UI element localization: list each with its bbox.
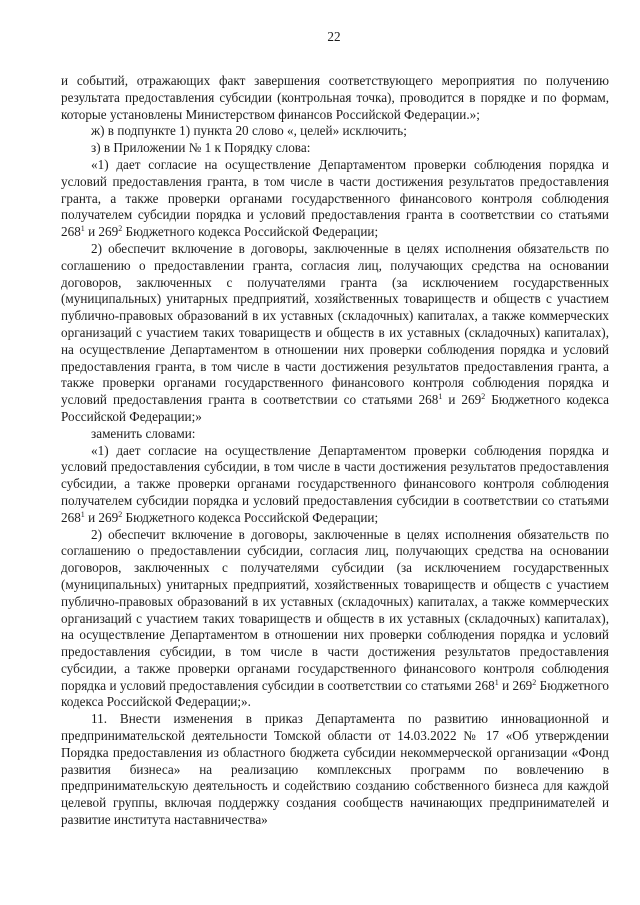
- paragraph-text: 11. Внести изменения в приказ Департамента по развитию инновационной и предпринимательской деятельности Томской области от 14.03.2022 № 17 «Об утверждении Порядка предоставления из областного бюджета субсидии некоммерческой организации «Фонд развития бизнеса» на реализацию комплексных программ по вовлечению в предпринимательскую деятельность и содействию созданию собственного бизнеса для каждой целевой группы, включая поддержку создания сообществ начинающих предпринимателей и развитие института наставничества»: [61, 711, 609, 828]
- paragraph-text: и 269: [84, 509, 119, 525]
- paragraph-text: Бюджетного кодекса Российской Федерации;»: [61, 392, 609, 424]
- paragraph-text: «1) дает согласие на осуществление Департаментом проверки соблюдения порядка и условий предоставления субсидии, в том числе в части достижения результатов предоставления субсидии, а также проверки органами государственного финансового контроля соблюдения получателем субсидии порядка и условий предоставления субсидии в соответствии со статьями 268: [61, 442, 609, 525]
- paragraph: [61, 426, 609, 443]
- superscript: 2: [118, 224, 123, 234]
- superscript: 1: [80, 509, 85, 519]
- paragraph-text: 2) обеспечит включение в договоры, заключенные в целях исполнения обязательств по соглашению о предоставлении субсидии, согласия лиц, получающих средства на основании договоров, заключенных с получателями субсидии (за исключением государственных (муниципальных) унитарных предприятий, хозяйственных товариществ и обществ с участием публично-правовых образований в их уставных (складочных) капиталах, а также коммерческих организаций с участием таких товариществ и обществ в их уставных (складочных) капиталах), на осуществление Департаментом в отношении них проверки соблюдения порядка и условий предоставления субсидии, в том числе в части достижения результатов предоставления субсидии, а также проверки органами государственного финансового контроля соблюдения порядка и условий предоставления субсидии в соответствии со статьями 268: [61, 526, 609, 693]
- superscript: 2: [118, 509, 123, 519]
- paragraph: [61, 443, 609, 527]
- paragraph: [61, 123, 609, 140]
- paragraph: [61, 711, 609, 829]
- paragraph: [61, 527, 609, 712]
- paragraph-text: заменить словами:: [91, 425, 196, 441]
- document-body: [61, 73, 609, 829]
- paragraph-text: Бюджетного кодекса Российской Федерации;: [122, 224, 379, 240]
- superscript: 1: [494, 677, 499, 687]
- superscript: 2: [532, 677, 537, 687]
- paragraph-text: ж) в подпункте 1) пункта 20 слово «, целей» исключить;: [91, 123, 407, 139]
- paragraph-text: Бюджетного кодекса Российской Федерации;».: [61, 677, 609, 710]
- paragraph: [61, 241, 609, 426]
- superscript: 1: [438, 392, 443, 402]
- paragraph-text: и событий, отражающих факт завершения соответствующего мероприятия по получению результата предоставления субсидии (контрольная точка), проводится в порядке и по формам, которые установлены Министерством финансов Российской Федерации.»;: [61, 73, 609, 122]
- paragraph: [61, 157, 609, 241]
- paragraph: [61, 140, 609, 157]
- page-number: 22: [327, 29, 341, 44]
- paragraph-text: и 269: [498, 677, 533, 693]
- paragraph-text: и 269: [84, 224, 119, 240]
- paragraph-text: 2) обеспечит включение в договоры, заключенные в целях исполнения обязательств по соглашению о предоставлении гранта, согласия лиц, получающих средства на основании договоров, заключенных с получателями гранта (за исключением государственных (муниципальных) унитарных предприятий, хозяйственных товариществ и обществ с участием публично-правовых образований в их уставных (складочных) капиталах, а также коммерческих организаций с участием таких товариществ и обществ в их уставных (складочных) капиталах), на осуществление Департаментом в отношении них проверки соблюдения порядка и условий предоставления гранта, в том числе в части достижения результатов предоставления гранта, а также проверки органами государственного финансового контроля соблюдения порядка и условий предоставления гранта в соответствии со статьями 268: [61, 240, 609, 408]
- paragraph-text: «1) дает согласие на осуществление Департаментом проверки соблюдения порядка и условий предоставления гранта, в том числе в части достижения результатов предоставления гранта, а также проверки органами государственного финансового контроля соблюдения получателем субсидии порядка и условий предоставления гранта в соответствии со статьями 268: [61, 156, 609, 240]
- superscript: 1: [80, 224, 85, 234]
- superscript: 2: [481, 392, 486, 402]
- paragraph: [61, 73, 609, 123]
- paragraph-text: Бюджетного кодекса Российской Федерации;: [122, 509, 379, 525]
- paragraph-text: и 269: [442, 392, 482, 408]
- paragraph-text: з) в Приложении № 1 к Порядку слова:: [91, 140, 311, 156]
